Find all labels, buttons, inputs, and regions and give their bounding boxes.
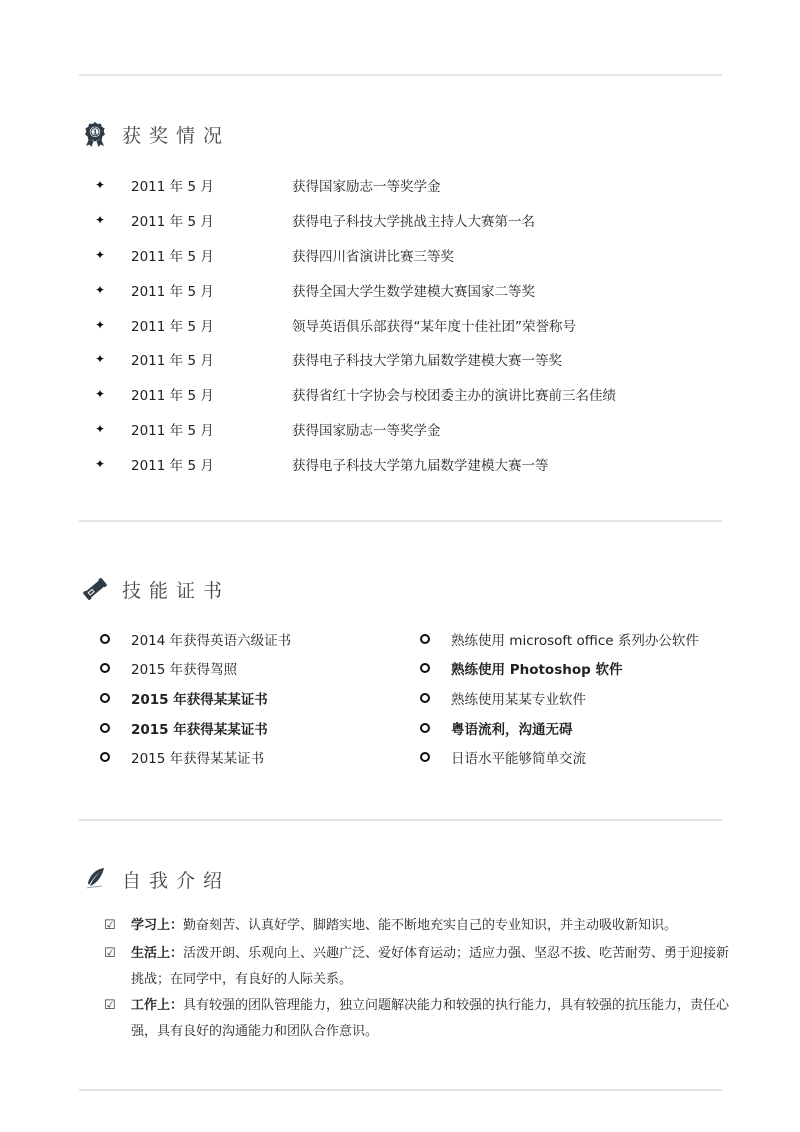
circle-bullet-icon [420, 723, 430, 733]
skill-item [100, 713, 420, 743]
skill-item [420, 713, 740, 743]
award-date: 2011 年 5 月 [131, 318, 214, 335]
intro-label: 学习上： [131, 918, 184, 933]
intro-list [104, 913, 744, 1045]
skill-item [420, 683, 740, 713]
award-item [95, 307, 735, 342]
skill-item [420, 624, 740, 654]
skill-text: 熟练使用 Photoshop 软件 [451, 662, 623, 679]
circle-bullet-icon [420, 693, 430, 703]
circle-bullet-icon [100, 634, 110, 644]
award-item [95, 238, 735, 273]
award-item [95, 412, 735, 447]
divider-top [79, 74, 722, 76]
skills-list [100, 624, 740, 772]
circle-bullet-icon [420, 663, 430, 673]
award-item [95, 342, 735, 377]
checkbox-icon: ☑ [104, 998, 116, 1013]
intro-text: 勤奋刻苦、认真好学、脚踏实地、能不断地充实自己的专业知识，并主动吸收新知识。 [183, 918, 678, 933]
skills-title: 技能证书 [122, 579, 231, 602]
award-date: 2011 年 5 月 [131, 283, 214, 300]
intro-item [104, 913, 744, 939]
feather-quill-icon [82, 866, 108, 892]
intro-label: 工作上： [131, 998, 184, 1013]
skill-text: 2015 年获得某某证书 [131, 691, 268, 708]
award-desc: 获得国家励志一等奖学金 [292, 179, 441, 196]
award-date: 2011 年 5 月 [131, 388, 214, 405]
skill-text: 熟练使用 microsoft office 系列办公软件 [451, 632, 699, 649]
circle-bullet-icon [100, 752, 110, 762]
star-bullet-icon: ✦ [95, 178, 106, 193]
intro-title: 自我介绍 [122, 869, 231, 892]
award-ribbon-icon [82, 121, 108, 147]
skill-text: 2015 年获得驾照 [131, 662, 238, 679]
award-desc: 获得电子科技大学第九届数学建模大赛一等 [292, 457, 549, 474]
skill-item [100, 683, 420, 713]
award-item [95, 168, 735, 203]
intro-text: 具有较强的团队管理能力，独立问题解决能力和较强的执行能力，具有较强的抗压能力，责任心强，具有良好的沟通能力和团队合作意识。 [131, 998, 730, 1039]
star-bullet-icon: ✦ [95, 352, 106, 367]
star-bullet-icon: ✦ [95, 387, 106, 402]
award-desc: 获得四川省演讲比赛三等奖 [292, 248, 454, 265]
award-desc: 领导英语俱乐部获得“某年度十佳社团”荣誉称号 [292, 318, 576, 335]
award-desc: 获得全国大学生数学建模大赛国家二等奖 [292, 283, 535, 300]
checkbox-icon: ☑ [104, 946, 116, 961]
award-date: 2011 年 5 月 [131, 214, 214, 231]
award-item [95, 272, 735, 307]
skill-text: 2015 年获得某某证书 [131, 751, 265, 768]
skill-item [420, 654, 740, 684]
divider-skills [79, 819, 722, 821]
circle-bullet-icon [420, 752, 430, 762]
awards-list [95, 168, 735, 481]
circle-bullet-icon [420, 634, 430, 644]
star-bullet-icon: ✦ [95, 421, 106, 436]
skill-text: 日语水平能够简单交流 [451, 751, 586, 768]
intro-text: 活泼开朗、乐观向上、兴趣广泛、爱好体育运动；适应力强、坚忍不拔、吃苦耐劳、勇于迎接新挑战；在同学中，有良好的人际关系。 [131, 946, 730, 987]
skill-item [420, 742, 740, 772]
award-date: 2011 年 5 月 [131, 457, 214, 474]
award-date: 2011 年 5 月 [131, 248, 214, 265]
skills-section-header [82, 574, 230, 604]
star-bullet-icon: ✦ [95, 317, 106, 332]
star-bullet-icon: ✦ [95, 247, 106, 262]
award-desc: 获得电子科技大学第九届数学建模大赛一等奖 [292, 353, 562, 370]
intro-item [104, 993, 744, 1045]
svg-text:1: 1 [92, 128, 98, 137]
award-item [95, 446, 735, 481]
awards-title: 获奖情况 [122, 124, 231, 147]
star-bullet-icon: ✦ [95, 456, 106, 471]
divider-bottom [79, 1089, 722, 1091]
skill-text: 2014 年获得英语六级证书 [131, 632, 292, 649]
award-desc: 获得国家励志一等奖学金 [292, 422, 441, 439]
skills-left-column [100, 624, 420, 772]
award-desc: 获得省红十字协会与校团委主办的演讲比赛前三名佳绩 [292, 388, 616, 405]
star-bullet-icon: ✦ [95, 213, 106, 228]
intro-item [104, 941, 744, 993]
award-date: 2011 年 5 月 [131, 422, 214, 439]
circle-bullet-icon [100, 723, 110, 733]
diploma-scroll-icon [82, 576, 108, 602]
skills-right-column [420, 624, 740, 772]
award-desc: 获得电子科技大学挑战主持人大赛第一名 [292, 214, 535, 231]
skill-item [100, 742, 420, 772]
skill-text: 2015 年获得某某证书 [131, 721, 268, 738]
award-date: 2011 年 5 月 [131, 179, 214, 196]
intro-label: 生活上： [131, 946, 184, 961]
award-item [95, 203, 735, 238]
award-date: 2011 年 5 月 [131, 353, 214, 370]
circle-bullet-icon [100, 663, 110, 673]
award-item [95, 377, 735, 412]
awards-section-header [82, 119, 230, 149]
skill-text: 粤语流利，沟通无碍 [451, 721, 573, 738]
star-bullet-icon: ✦ [95, 282, 106, 297]
skill-item [100, 654, 420, 684]
skill-item [100, 624, 420, 654]
skill-text: 熟练使用某某专业软件 [451, 691, 586, 708]
intro-section-header [82, 864, 230, 894]
checkbox-icon: ☑ [104, 918, 116, 933]
divider-awards [79, 520, 722, 522]
circle-bullet-icon [100, 693, 110, 703]
